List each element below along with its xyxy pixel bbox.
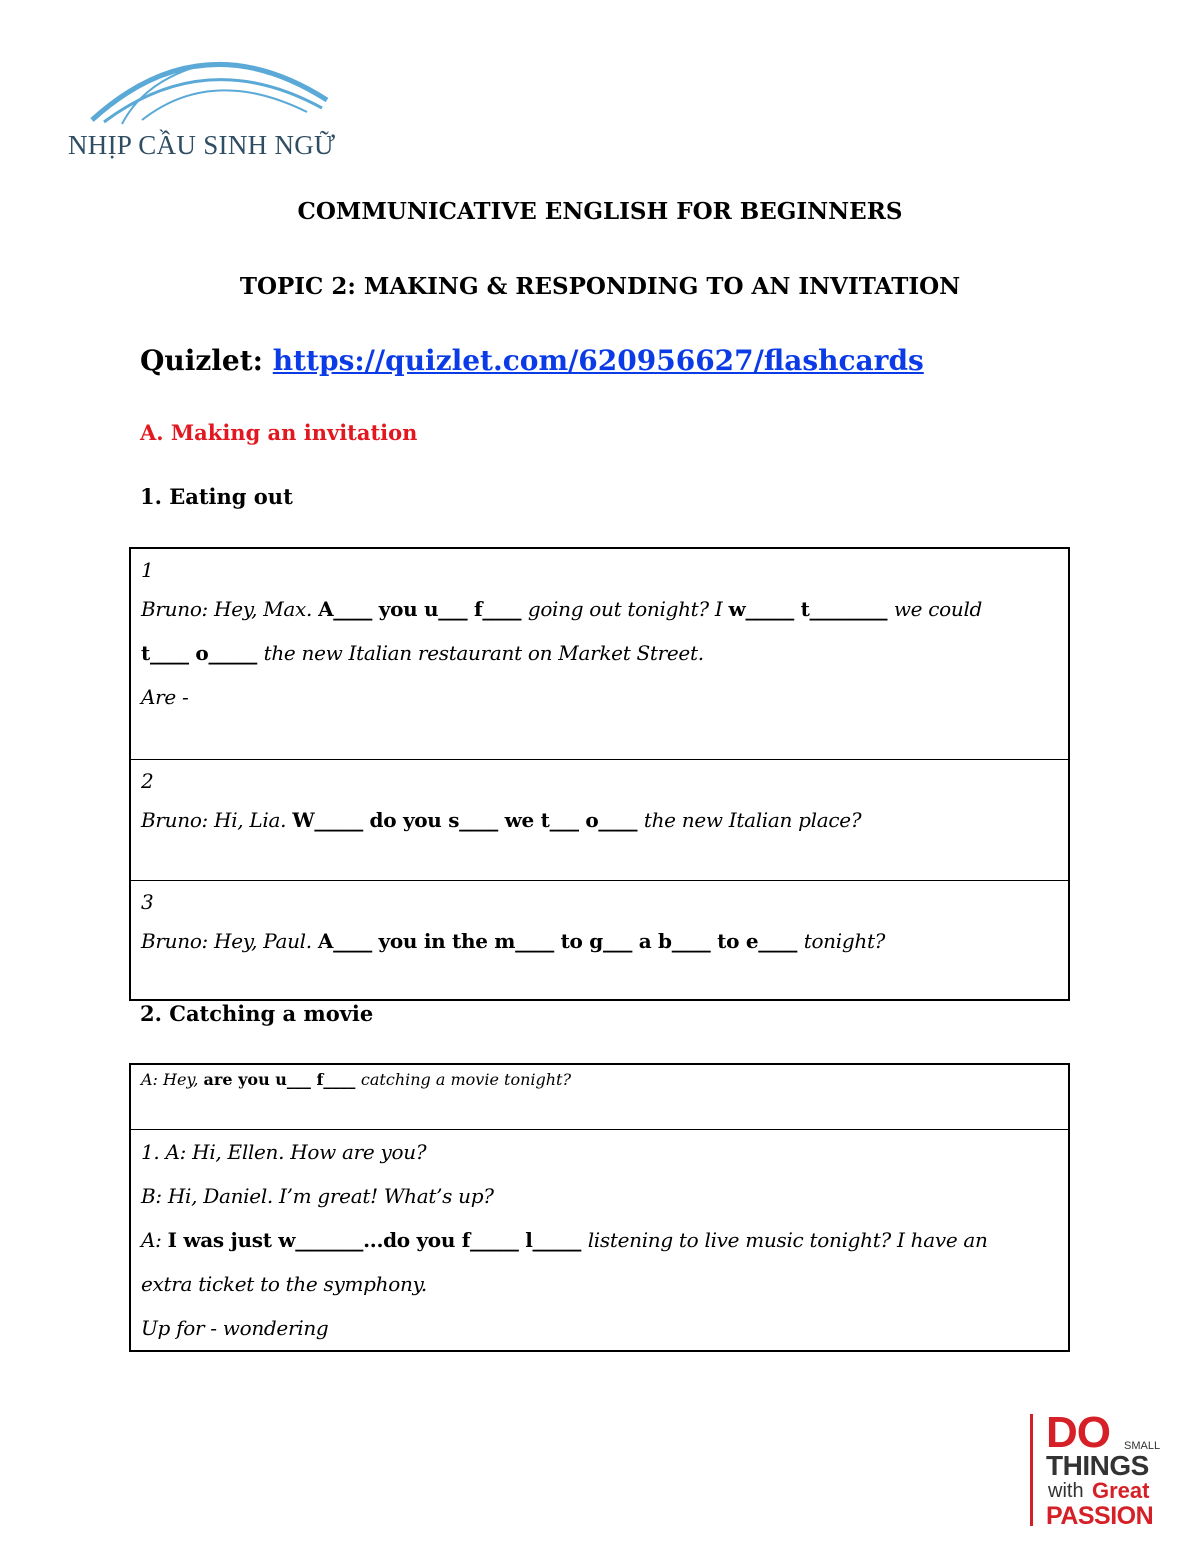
quizlet-link[interactable]: https://quizlet.com/620956627/flashcards [272, 344, 924, 377]
example-row [130, 1064, 1069, 1129]
quizlet-line [140, 344, 924, 377]
brand-things: THINGS [1046, 1450, 1149, 1481]
speaker-text: Bruno: Hey, Max. [141, 597, 319, 621]
dialog-line [141, 1218, 1058, 1262]
exercise-number: 3 [141, 889, 154, 914]
brand-do: DO [1046, 1408, 1110, 1457]
dialog-text: catching a movie tonight? [360, 1070, 572, 1089]
blank-text: t____ o_____ [141, 641, 264, 665]
blank-text: A____ you u___ f____ [318, 597, 528, 621]
blank-text: A____ you in the m____ to g___ a b____ to e____ [317, 928, 804, 953]
exercise-number: 1 [141, 558, 154, 582]
brand-slogan-logo [1030, 1408, 1180, 1532]
movie-table [129, 1063, 1070, 1352]
brand-divider [1030, 1414, 1033, 1526]
dialog-text: we could [893, 597, 983, 621]
section-a-heading: A. Making an invitation [140, 420, 418, 445]
dialog-line: B: Hi, Daniel. I’m great! What’s up? [141, 1183, 494, 1208]
exercise-row [130, 759, 1069, 880]
speaker-text: Bruno: Hi, Lia. [141, 807, 293, 832]
brand-passion: PASSION [1046, 1502, 1154, 1530]
dialog-line: 1. A: Hi, Ellen. How are you? [141, 1139, 427, 1164]
eating-out-heading: 1. Eating out [140, 484, 293, 509]
example-line [141, 1065, 1058, 1095]
logo [62, 40, 352, 170]
exercise-line [141, 798, 1058, 842]
dialog-text: the new Italian restaurant on Market Street. [263, 641, 704, 665]
dialog-text: going out tonight? I [527, 597, 729, 621]
answer-hint: Up for - wondering [141, 1315, 329, 1340]
exercise-number: 2 [141, 768, 154, 793]
page-title: COMMUNICATIVE ENGLISH FOR BEGINNERS [297, 198, 903, 225]
speaker-text: A: [141, 1227, 168, 1252]
blank-text: W_____ do you s____ we t___ o____ [292, 807, 644, 832]
eating-out-table [129, 547, 1070, 1001]
topic-title: TOPIC 2: MAKING & RESPONDING TO AN INVITATION [239, 273, 961, 300]
speaker-text: A: Hey, [141, 1070, 204, 1089]
dialog-line: extra ticket to the symphony. [141, 1271, 427, 1296]
dialog-text: the new Italian place? [643, 807, 862, 832]
exercise-line [141, 919, 1058, 963]
blank-text: are you u___ f____ [203, 1070, 361, 1089]
speaker-text: Bruno: Hey, Paul. [141, 928, 318, 953]
brand-small: SMALL [1124, 1440, 1161, 1452]
exercise-row [130, 548, 1069, 759]
blank-text: w_____ t________ [728, 597, 894, 621]
dialog-text: listening to live music tonight? I have an [587, 1227, 988, 1252]
dialog-text: tonight? [803, 928, 886, 953]
blank-text: I was just w_______...do you f_____ l_____ [167, 1227, 588, 1252]
bridge-arc-icon [82, 40, 342, 130]
exercise-line [141, 587, 1058, 631]
exercise-line [141, 631, 1058, 675]
movie-heading: 2. Catching a movie [140, 1001, 374, 1026]
brand-great: Great [1092, 1478, 1150, 1503]
dialog-row [130, 1129, 1069, 1351]
brand-with: with [1048, 1480, 1084, 1502]
answer-hint: Are - [141, 685, 189, 709]
logo-text: NHỊP CẦU SINH NGỮ [68, 130, 336, 160]
quizlet-label: Quizlet: [140, 344, 273, 377]
exercise-row [130, 880, 1069, 1000]
